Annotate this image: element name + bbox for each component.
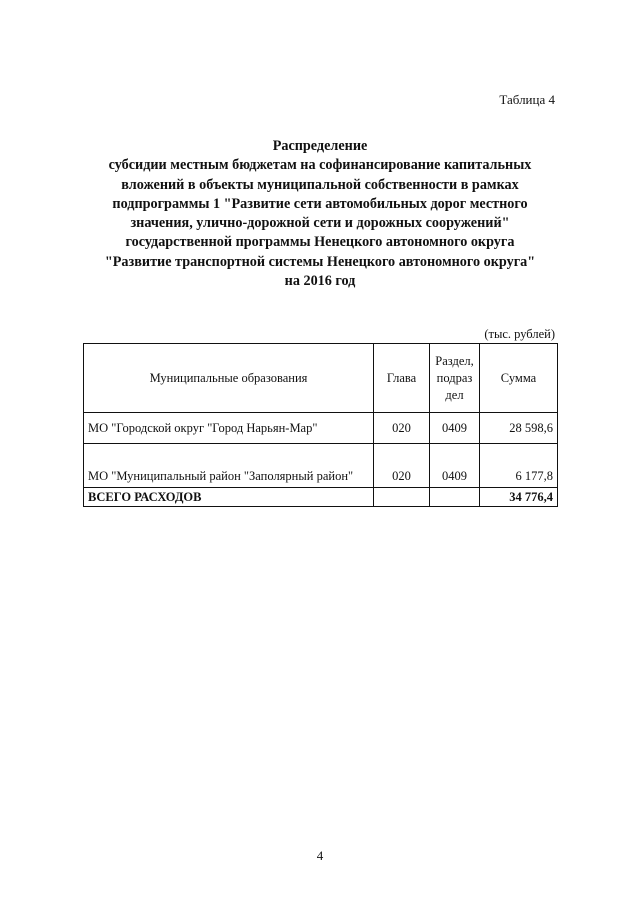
total-label: ВСЕГО РАСХОДОВ [84,488,374,507]
cell-chapter: 020 [374,413,430,444]
total-section [430,488,480,507]
title-line: на 2016 год [284,273,356,290]
title-line: "Развитие транспортной системы Ненецкого автономного округа" [104,253,536,270]
title-line: субсидии местным бюджетам на софинансирование капитальных [108,157,532,174]
header-chapter: Глава [374,344,430,413]
table-row [84,444,558,488]
title-line: значения, улично-дорожной сети и дорожных сооружений" [130,215,510,232]
table-row [84,413,558,444]
title-line: подпрограммы 1 "Развитие сети автомобильных дорог местного [112,195,528,212]
page-number: 4 [316,848,324,863]
total-amount: 34 776,4 [480,488,558,507]
document-title [60,137,580,291]
total-chapter [374,488,430,507]
title-line: государственной программы Ненецкого автономного округа [125,234,515,251]
cell-amount: 6 177,8 [480,444,558,488]
title-line: вложений в объекты муниципальной собственности в рамках [121,176,519,193]
cell-section: 0409 [430,444,480,488]
cell-municipality: МО "Городской округ "Город Нарьян-Мар" [84,413,374,444]
table-number-label: Таблица 4 [499,92,555,107]
title-line: Распределение [272,138,368,154]
units-label: (тыс. рублей) [484,327,555,341]
subsidy-table [83,343,558,507]
cell-municipality: МО "Муниципальный район "Заполярный район" [84,444,374,488]
header-amount: Сумма [480,344,558,413]
cell-amount: 28 598,6 [480,413,558,444]
cell-chapter: 020 [374,444,430,488]
header-municipality: Муниципальные образования [84,344,374,413]
cell-section: 0409 [430,413,480,444]
table-total-row [84,488,558,507]
table-header-row [84,344,558,413]
header-section: Раздел, подраз дел [430,344,480,413]
